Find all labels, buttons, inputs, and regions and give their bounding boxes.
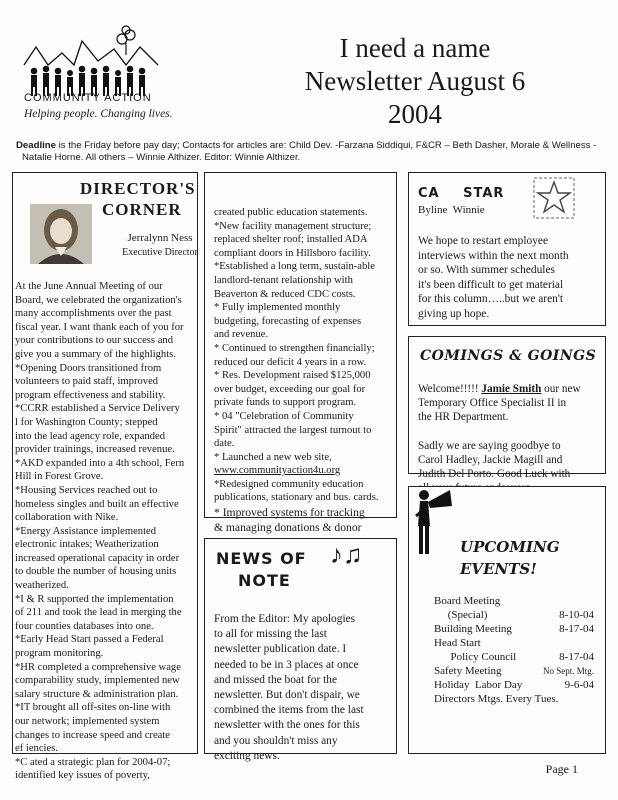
text-line: many accomplishments over the past (15, 308, 172, 320)
text-line: We hope to restart employee (418, 235, 549, 247)
welcome-suffix: our new (541, 383, 581, 395)
text-line: *AKD expanded into a 4th school, Fern (15, 457, 185, 469)
text-line: give you a summary of the highlights. (15, 348, 176, 360)
event-row (434, 622, 594, 636)
text-line: for this column…..but we aren't (418, 293, 564, 306)
directors-corner-body (15, 280, 197, 783)
text-line: *Opening Doors transitioned from (15, 362, 162, 374)
text-line: to double the number of housing units (15, 566, 177, 578)
ca-star-byline-label: Byline (418, 204, 448, 216)
text-line: collaboration with Nike. (15, 512, 119, 524)
text-line: identified key issues of poverty, (15, 770, 150, 782)
text-line: electronic intakes; Weatherization (15, 539, 159, 551)
ca-star-title-2: STAR (463, 186, 505, 201)
comings-goings-body (418, 382, 604, 495)
directors-corner-title-1: DIRECTOR'S (80, 179, 196, 198)
text-line: giving up hope. (418, 307, 490, 320)
news-of-note-title (216, 548, 307, 592)
text-line: increased operational capacity in order (15, 552, 180, 564)
event-label: Building Meeting (434, 623, 512, 635)
ca-star-body (418, 234, 603, 322)
text-line: * Res. Development raised $125,000 (214, 370, 371, 382)
event-label: Policy Council (434, 651, 517, 663)
text-line: our network; implemented system (15, 716, 160, 727)
comings-line: the HR Department. (418, 411, 509, 424)
text-line: publications, stationary and bus. cards. (214, 492, 379, 504)
welcome-prefix: Welcome!!!!! (418, 383, 482, 395)
event-label: Directors Mtgs. Every Tues. (434, 693, 559, 705)
text-line: *I & R supported the implementation (15, 593, 174, 605)
director-name: Jerralynn Ness (127, 232, 193, 244)
event-date: No Sept. Mtg. (542, 666, 594, 676)
upcoming-events-title (460, 536, 560, 580)
text-line: provider trainings, increased revenue. (15, 444, 175, 456)
text-line: * Improved systems for tracking (214, 506, 365, 520)
event-row (434, 650, 594, 664)
text-line: fiscal year. I want thank each of you for (15, 321, 184, 333)
event-label: (Special) (434, 609, 488, 621)
goings-line: Sadly we are saying goodbye to (418, 439, 561, 452)
upcoming-events-list (434, 594, 594, 706)
text-line: *Energy Assistance implemented (15, 525, 157, 537)
event-row (434, 678, 594, 692)
event-row (434, 608, 594, 622)
goings-line: Judith Del Porto. Good Luck with (418, 468, 571, 481)
text-line: & managing donations & donor (214, 521, 362, 535)
text-line: *Housing Services reached out to (15, 484, 158, 496)
star-icon (532, 176, 576, 220)
text-line: Spirit" attracted the largest turnout to (214, 424, 372, 436)
event-label: Safety Meeting (434, 665, 502, 677)
text-line: created public education statements. (214, 207, 368, 218)
website-link[interactable]: www.communityaction4u.org (214, 465, 341, 477)
text-line: landlord-tenant relationship with (214, 274, 353, 286)
new-employee-name: Jamie Smith (481, 383, 542, 395)
text-line: newsletter. But don't dispair, we (214, 689, 360, 702)
newsletter-title (250, 32, 580, 131)
ca-star-heading (418, 186, 504, 201)
text-line: and revenue. (214, 329, 269, 341)
text-line: *Redesigned community education (214, 478, 364, 490)
news-of-note-title-2: NOTE (238, 571, 291, 590)
director-byline (115, 232, 205, 259)
text-line: comparability study, implemented new (15, 675, 180, 687)
text-line: *New facility management structure; (214, 220, 372, 232)
music-notes-icon: ♪♫ (330, 540, 363, 569)
comings-goings-title: COMINGS & GOINGS (420, 348, 597, 364)
text-line: *Established a long term, sustain-able (214, 261, 375, 273)
page-number: Page 1 (545, 762, 578, 776)
director-role: Executive Director (122, 246, 198, 258)
text-line: ef iencies. (15, 743, 58, 755)
text-line: *IT brought all off-sites on-line with (15, 702, 171, 714)
text-line: of 211 and took the lead in merging the (15, 607, 182, 619)
text-line: exciting news. (214, 749, 280, 762)
text-line: four counties databases into one. (15, 620, 154, 632)
text-line: program monitoring. (15, 648, 104, 660)
text-line: Board, we celebrated the organization's (15, 294, 182, 306)
text-line: At the June Annual Meeting of our (15, 281, 163, 292)
text-line: needed to be in 3 places at once (214, 658, 359, 671)
upcoming-events-title-1: UPCOMING (460, 538, 560, 556)
text-line: *HR completed a comprehensive wage (15, 661, 181, 673)
event-row (434, 664, 594, 678)
title-line-2: Newsletter August 6 (304, 66, 526, 96)
text-line: into the lead agency role, expanded (15, 430, 166, 442)
directors-corner-title (80, 178, 196, 220)
directors-corner-title-2: CORNER (102, 200, 182, 219)
text-line: changes to increase speed and create (15, 729, 170, 741)
logo-wordmark: COMMUNITY ACTION (24, 92, 152, 104)
text-line: * Continued to strengthen financially; (214, 342, 375, 354)
text-line: *Early Head Start passed a Federal (15, 634, 164, 646)
text-line: salary structure & administration plan. (15, 688, 179, 700)
deadline-notice (16, 140, 606, 164)
text-line: weatherized. (15, 580, 69, 592)
text-line: combined the items from the last (214, 704, 364, 717)
text-line: budgeting, forecasting of expenses (214, 315, 362, 327)
middle-column-body (214, 206, 396, 550)
text-line: program effectiveness and stability. (15, 389, 166, 401)
text-line: * 04 "Celebration of Community (214, 410, 354, 422)
text-line: newsletter with the ones for this (214, 719, 360, 732)
text-line: your contributions to our success and (15, 335, 173, 347)
text-line: *C ated a strategic plan for 2004-07; (15, 756, 171, 768)
megaphone-icon (410, 486, 456, 560)
news-of-note-body (214, 612, 394, 764)
text-line: * Fully implemented monthly (214, 302, 341, 314)
text-line: *CCRR established a Service Delivery (15, 403, 180, 415)
title-line-3: 2004 (388, 99, 442, 129)
deadline-text-2: Natalie Horne. All others – Winnie Althizer. Editor: Winnie Althizer. (22, 152, 301, 163)
ca-star-byline (418, 204, 485, 218)
goings-line: Carol Hadley, Jackie Magill and (418, 453, 563, 466)
text-line: to all for missing the last (214, 628, 327, 641)
ca-star-byline-name: Winnie (452, 204, 485, 216)
logo-tagline: Helping people. Changing lives. (24, 108, 173, 120)
text-line: volunteers to paid staff, improved (15, 376, 159, 388)
title-line-1: I need a name (339, 33, 491, 63)
news-of-note-title-1: NEWS OF (216, 549, 307, 568)
upcoming-events-title-2: EVENTS! (460, 560, 537, 578)
text-line: date. (214, 438, 235, 450)
text-line: l for Washington County; stepped (15, 416, 158, 428)
text-line: From the Editor: My apologies (214, 613, 356, 625)
deadline-text: is the Friday before pay day; Contacts for articles are: Child Dev. -Farzana Siddiqui, F&CR – Beth Dasher, Morale & Wellness - (56, 140, 597, 151)
ca-star-title-1: CA (418, 186, 440, 201)
event-date: 8-10-04 (559, 609, 594, 621)
event-label: Holiday Labor Day (434, 679, 523, 691)
text-line: over budget, exceeding our goal for (214, 383, 366, 395)
text-line: and you shouldn't miss any (214, 734, 338, 747)
text-line: it's been difficult to get material (418, 278, 564, 291)
event-row (434, 594, 594, 608)
event-label: Head Start (434, 637, 481, 649)
event-label: Board Meeting (434, 595, 501, 607)
text-line: homeless singles and built an effective (15, 498, 179, 510)
text-line: Beaverton & reduced CDC costs. (214, 288, 356, 300)
text-line: Hill in Forest Grove. (15, 471, 104, 483)
event-date: 8-17-04 (559, 623, 594, 635)
deadline-label: Deadline (16, 140, 56, 151)
text-line: reduced our deficit 4 years in a row. (214, 356, 367, 368)
text-line: replaced shelter roof; installed ADA (214, 234, 368, 246)
event-date: 9-6-04 (564, 679, 594, 691)
text-line: compliant doors in Hillsboro facility. (214, 247, 371, 259)
text-line: or so. With summer schedules (418, 264, 555, 277)
event-date: 8-17-04 (559, 651, 594, 663)
text-line: * Launched a new web site, (214, 451, 332, 463)
text-line: and missed the boat for the (214, 673, 338, 686)
text-line: newsletter publication date. I (214, 643, 347, 656)
text-line: private funds to support program. (214, 397, 357, 409)
text-line: interviews within the next month (418, 249, 569, 262)
event-row (434, 636, 594, 650)
event-row (434, 692, 594, 706)
director-photo (30, 204, 92, 264)
comings-line: Temporary Office Specialist II in (418, 397, 567, 410)
